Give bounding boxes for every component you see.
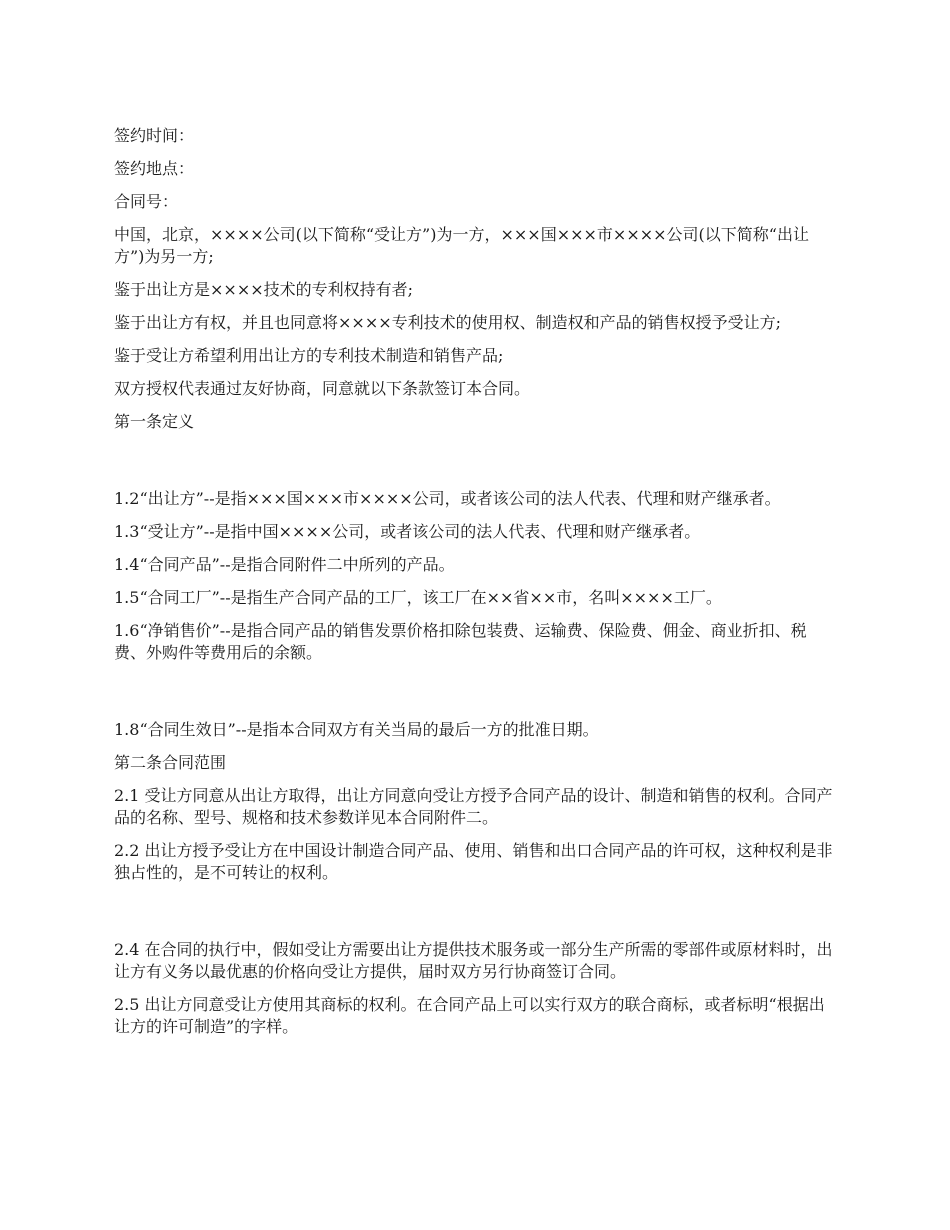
blank-spacer — [114, 675, 836, 719]
blank-spacer — [114, 895, 836, 939]
clause-1-3: 1.3“受让方”--是指中国××××公司，或者该公司的法人代表、代理和财产继承者。 — [114, 522, 701, 541]
clause-1-5: 1.5“合同工厂”--是指生产合同产品的工厂，该工厂在××省××市，名叫××××工厂。 — [114, 588, 722, 607]
article-1-heading: 第一条定义 — [114, 412, 195, 431]
whereas-paragraph-1: 鉴于出让方是××××技术的专利权持有者; — [114, 280, 414, 299]
contract-number-line: 合同号： — [114, 192, 179, 211]
whereas-paragraph-3: 鉴于受让方希望利用出让方的专利技术制造和销售产品; — [114, 346, 504, 365]
clause-1-8: 1.8“合同生效日”--是指本合同双方有关当局的最后一方的批准日期。 — [114, 720, 599, 739]
contract-document — [114, 125, 836, 1049]
article-2-heading: 第二条合同范围 — [114, 753, 227, 772]
clause-2-5: 2.5 出让方同意受让方使用其商标的权利。在合同产品上可以实行双方的联合商标，或者标明“根据出让方的许可制造”的字样。 — [114, 995, 825, 1036]
blank-spacer — [114, 444, 836, 488]
whereas-paragraph-2: 鉴于出让方有权，并且也同意将××××专利技术的使用权、制造权和产品的销售权授予受让方; — [114, 313, 782, 332]
signing-place-line: 签约地点： — [114, 159, 195, 178]
signing-time-line: 签约时间： — [114, 126, 195, 145]
clause-2-4: 2.4 在合同的执行中，假如受让方需要出让方提供技术服务或一部分生产所需的零部件或原材料时，出让方有义务以最优惠的价格向受让方提供，届时双方另行协商签订合同。 — [114, 940, 833, 981]
clause-1-6: 1.6“净销售价”--是指合同产品的销售发票价格扣除包装费、运输费、保险费、佣金、商业折扣、税费、外购件等费用后的余额。 — [114, 621, 807, 662]
agreement-paragraph: 双方授权代表通过友好协商，同意就以下条款签订本合同。 — [114, 379, 531, 398]
clause-1-2: 1.2“出让方”--是指×××国×××市××××公司，或者该公司的法人代表、代理和财产继承者。 — [114, 489, 781, 508]
clause-1-4: 1.4“合同产品”--是指合同附件二中所列的产品。 — [114, 555, 455, 574]
parties-paragraph: 中国，北京，××××公司(以下简称“受让方”)为一方，×××国×××市××××公司(以下简称“出让方”)为另一方; — [114, 225, 809, 266]
clause-2-1: 2.1 受让方同意从出让方取得，出让方同意向受让方授予合同产品的设计、制造和销售的权利。合同产品的名称、型号、规格和技术参数详见本合同附件二。 — [114, 786, 833, 827]
clause-2-2: 2.2 出让方授予受让方在中国设计制造合同产品、使用、销售和出口合同产品的许可权，这种权利是非独占性的，是不可转让的权利。 — [114, 841, 833, 882]
